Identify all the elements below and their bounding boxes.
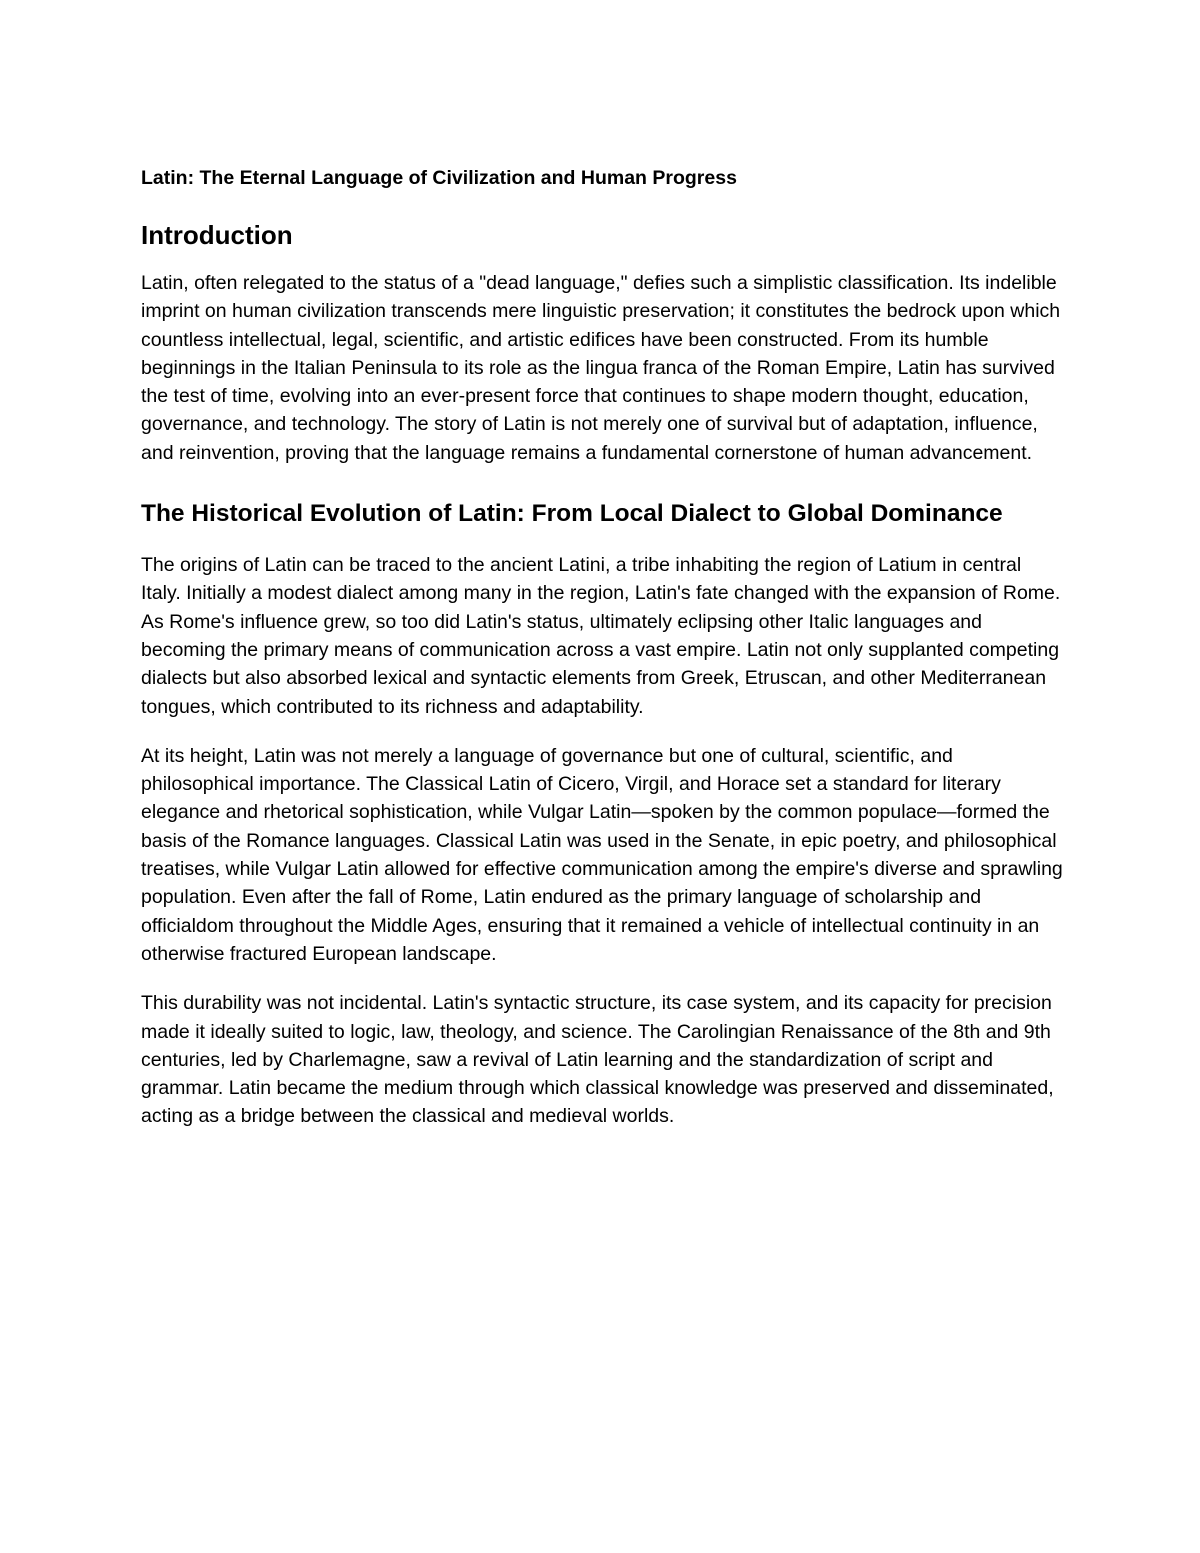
history-paragraph-origins: The origins of Latin can be traced to the ancient Latini, a tribe inhabiting the region of Latium in central Italy. Initially a modest dialect among many in the region, Latin's fate changed with the expansion of Rome. As Rome's influence grew, so too did Latin's status, ultimately eclipsing other Italic languages and becoming the primary means of communication across a vast empire. Latin not only supplanted competing dialects but also absorbed lexical and syntactic elements from Greek, Etruscan, and other Mediterranean tongues, which contributed to its richness and adaptability.: [141, 554, 1061, 718]
document-body: [141, 163, 1066, 1131]
introduction-paragraph: Latin, often relegated to the status of a "dead language," defies such a simplistic classification. Its indelible imprint on human civilization transcends mere linguistic preservation; it constitutes the bedrock upon which countless intellectual, legal, scientific, and artistic edifices have been constructed. From its humble beginnings in the Italian Peninsula to its role as the lingua franca of the Roman Empire, Latin has survived the test of time, evolving into an ever-present force that continues to shape modern thought, education, governance, and technology. The story of Latin is not merely one of survival but of adaptation, influence, and reinvention, proving that the language remains a fundamental cornerstone of human advancement.: [141, 272, 1061, 464]
history-paragraph-height: At its height, Latin was not merely a language of governance but one of cultural, scientific, and philosophical importance. The Classical Latin of Cicero, Virgil, and Horace set a standard for literary elegance and rhetorical sophistication, while Vulgar Latin—spoken by the common populace—formed the basis of the Romance languages. Classical Latin was used in the Senate, in epic poetry, and philosophical treatises, while Vulgar Latin allowed for effective communication among the empire's diverse and sprawling population. Even after the fall of Rome, Latin endured as the primary language of scholarship and officialdom throughout the Middle Ages, ensuring that it remained a vehicle of intellectual continuity in an otherwise fractured European landscape.: [141, 744, 1063, 965]
section-heading-introduction: Introduction: [141, 220, 293, 250]
section-heading-historical-evolution: The Historical Evolution of Latin: From Local Dialect to Global Dominance: [141, 500, 1003, 528]
history-paragraph-durability: This durability was not incidental. Latin's syntactic structure, its case system, and its capacity for precision made it ideally suited to logic, law, theology, and science. The Carolingian Renaissance of the 8th and 9th centuries, led by Charlemagne, saw a revival of Latin learning and the standardization of script and grammar. Latin became the medium through which classical knowledge was preserved and disseminated, acting as a bridge between the classical and medieval worlds.: [141, 992, 1054, 1128]
document-title: Latin: The Eternal Language of Civilization and Human Progress: [141, 167, 737, 189]
